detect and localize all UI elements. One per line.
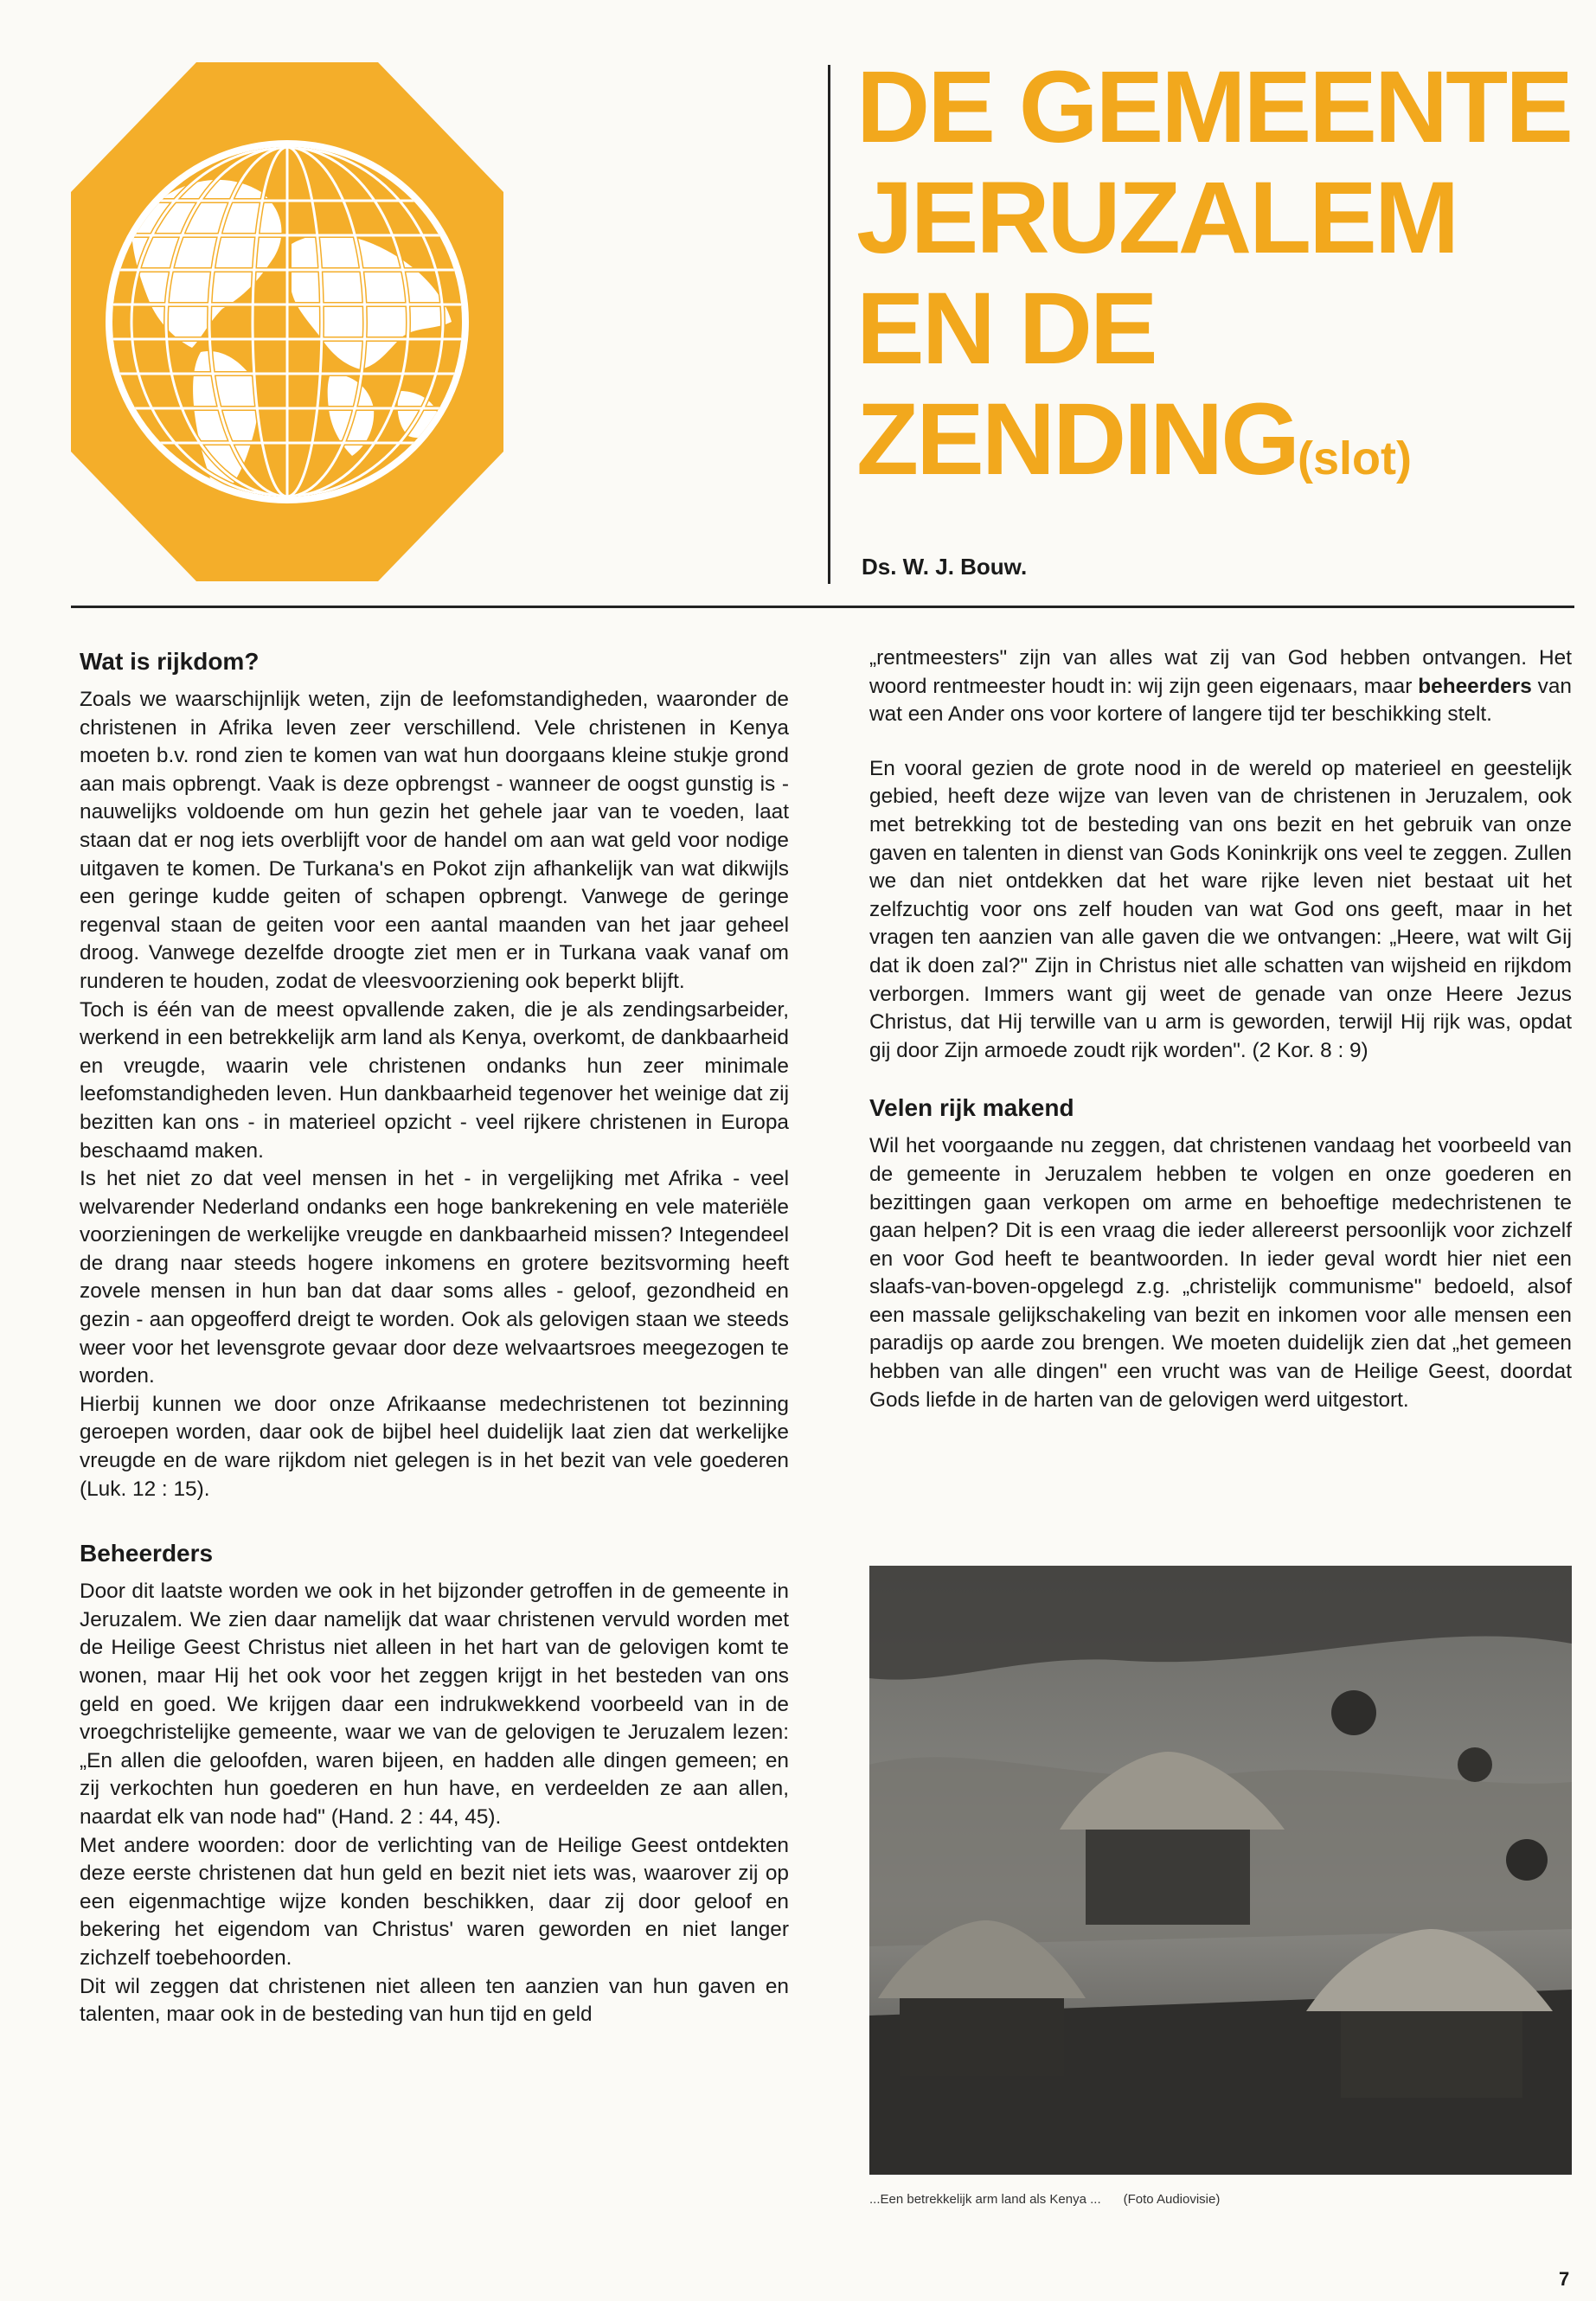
section-heading-beheerders: Beheerders	[80, 1540, 214, 1567]
title-line-1: DE GEMEENTE	[856, 50, 1571, 164]
right-column	[869, 644, 1572, 1414]
section-heading-velen-rijk: Velen rijk makend	[869, 1094, 1074, 1122]
title-line-4	[856, 384, 1574, 514]
header-divider-horizontal	[71, 606, 1574, 608]
paragraph: Is het niet zo dat veel mensen in het - in vergelijking met Afrika - veel welvarender Nederland ondanks een hoge bankrekening en vele materiële voorzieningen de werkelijke vreugde en dankbaarheid missen? Integendeel de drang naar steeds hogere inkomens en grotere bezitsvorming heeft zovele mensen in hun ban dat daar soms alles - geloof, gezondheid en gezin - aan opgeofferd dreigt te worden. Ook als gelovigen staan we steeds weer voor het levensgrote gevaar door deze welvaartsroes meegezogen te worden.	[80, 1167, 789, 1388]
paragraph	[869, 644, 1572, 729]
paragraph: Met andere woorden: door de verlichting van de Heilige Geest ontdekten deze eerste christenen dat hun geld en bezit niet iets was, waarover zij op een eigenmachtige wijze konden beschikken, daar zij door geloof en bekering het eigendom van Christus' waren geworden en niet langer zichzelf toebehoorden.	[80, 1833, 789, 1970]
emphasis-beheerders: beheerders	[1418, 674, 1532, 698]
title-line-3: EN DE	[856, 272, 1156, 386]
kenya-huts-photo	[869, 1566, 1572, 2175]
paragraph: Toch is één van de meest opvallende zaken, die je als zendingsarbeider, werkend in een betrekkelijk arm land als Kenya, overkomt, de dankbaarheid en vreugde, waarin vele christenen ondanks hun zeer minimale leefomstandigheden leven. Hun dankbaarheid tegenover het weinige dat zij bezitten kan ons - in materieel opzicht - veel rijkere christenen in Europa beschaamd maken.	[80, 997, 789, 1163]
text-run: van wat een Ander ons voor kortere of langere tijd ter beschikking stelt.	[869, 674, 1572, 727]
left-column	[80, 644, 789, 2029]
title-line-4-text: ZENDING	[856, 382, 1298, 497]
article-title	[856, 52, 1574, 514]
photo-credit: (Foto Audiovisie)	[1123, 2192, 1221, 2207]
paragraph: Zoals we waarschijnlijk weten, zijn de leefomstandigheden, waaronder de christenen in Afrika leven zeer verschillend. Vele christenen in Kenya moeten b.v. rond zien te komen van wat hun doorgaans kleine stukje grond aan mais opbrengt. Vaak is deze opbrengst - wanneer de oogst gunstig is - nauwelijks voldoende om hun gezin het gehele jaar van te voeden, laat staan dat er nog iets overblijft voor de handel om aan wat geld voor nodige uitgaven te komen. De Turkana's en Pokot zijn afhankelijk van wat dikwijls een geringe kudde geiten of schapen opbrengt. Vanwege de geringe regenval staan de geiten voor een aantal maanden van het jaar geheel droog. Vanwege dezelfde droogte ziet men er in Turkana vaak vanaf om runderen te houden, zodat de vleesvoorziening ook beperkt blijft.	[80, 688, 789, 993]
paragraph: Dit wil zeggen dat christenen niet alleen ten aanzien van hun gaven en talenten, maar ook in de besteding van hun tijd en geld	[80, 1974, 789, 2027]
page-number: 7	[1559, 2268, 1570, 2290]
globe-icon	[71, 62, 503, 581]
paragraph: Wil het voorgaande nu zeggen, dat christenen vandaag het voorbeeld van de gemeente in Jeruzalem hebben te volgen en onze goederen en bezittingen gaan verkopen om arme en behoeftige medechristenen te gaan helpen? Dit is een vraag die ieder allereerst persoonlijk voor zichzelf en voor God heeft te beantwoorden. In ieder geval wordt hier niet een slaafs-van-boven-opgelegd z.g. „christelijk communisme" bedoeld, alsof een massale gelijkschakeling van bezit en inkomen voor alle mensen een paradijs op aarde zou brengen. We moeten duidelijk zien dat „het gemeen hebben van alle dingen" een vrucht was van de Heilige Geest, doordat Gods liefde in de harten van de gelovigen werd uitgestort.	[869, 1134, 1572, 1412]
section-heading-rijkdom: Wat is rijkdom?	[80, 648, 260, 675]
header-divider-vertical	[828, 65, 830, 584]
caption-text: ...Een betrekkelijk arm land als Kenya ...	[869, 2192, 1101, 2207]
paragraph: Door dit laatste worden we ook in het bijzonder getroffen in de gemeente in Jeruzalem. We zien daar namelijk dat waar christenen vervuld worden met de Heilige Geest Christus niet alleen in het hart van de gelovigen komt te wonen, maar Hij het ook voor het zeggen krijgt in het besteden van ons geld en goed. We krijgen daar een indrukwekkend voorbeeld van in de vroegchristelijke gemeente, waar we van de gelovigen te Jeruzalem lezen: „En allen die geloofden, waren bijeen, en hadden alle dingen gemeen; en zij verkochten hun goederen en hun have, en verdeelden ze aan allen, naardat elk van node had" (Hand. 2 : 44, 45).	[80, 1580, 789, 1829]
text-run: „rentmeesters" zijn van alles wat zij van God hebben ontvangen. Het woord rentmeester houdt in: wij zijn geen eigenaars, maar	[869, 646, 1572, 698]
title-line-2: JERUZALEM	[856, 161, 1458, 275]
author-byline: Ds. W. J. Bouw.	[862, 554, 1028, 580]
paragraph: En vooral gezien de grote nood in de wereld op materieel en geestelijk gebied, heeft deze wijze van leven van de christenen in Jeruzalem, ook met betrekking tot de besteding van ons bezit en het gebruik van onze gaven en talenten in dienst van Gods Koninkrijk ons veel te zeggen. Zullen we dan niet ontdekken dat het ware rijke leven niet bestaat uit het zelfzuchtig voor ons zelf houden van wat God ons geeft, maar in het vragen ten aanzien van alle gaven die we ontvangen: „Heere, wat wilt Gij dat ik doen zal?" Zijn in Christus niet alle schatten van wijsheid en rijkdom verborgen. Immers want gij weet de genade van onze Heere Jezus Christus, dat Hij terwille van u arm is geworden, terwijl Hij rijk was, opdat gij door Zijn armoede zoudt rijk worden". (2 Kor. 8 : 9)	[869, 756, 1572, 1062]
photo-caption	[869, 2192, 1220, 2207]
paragraph: Hierbij kunnen we door onze Afrikaanse medechristenen tot bezinning geroepen worden, daar ook de bijbel heel duidelijk laat zien dat werkelijke vreugde en de ware rijkdom niet gelegen is in het bezit van vele goederen (Luk. 12 : 15).	[80, 1392, 789, 1501]
title-suffix: (slot)	[1298, 433, 1412, 484]
